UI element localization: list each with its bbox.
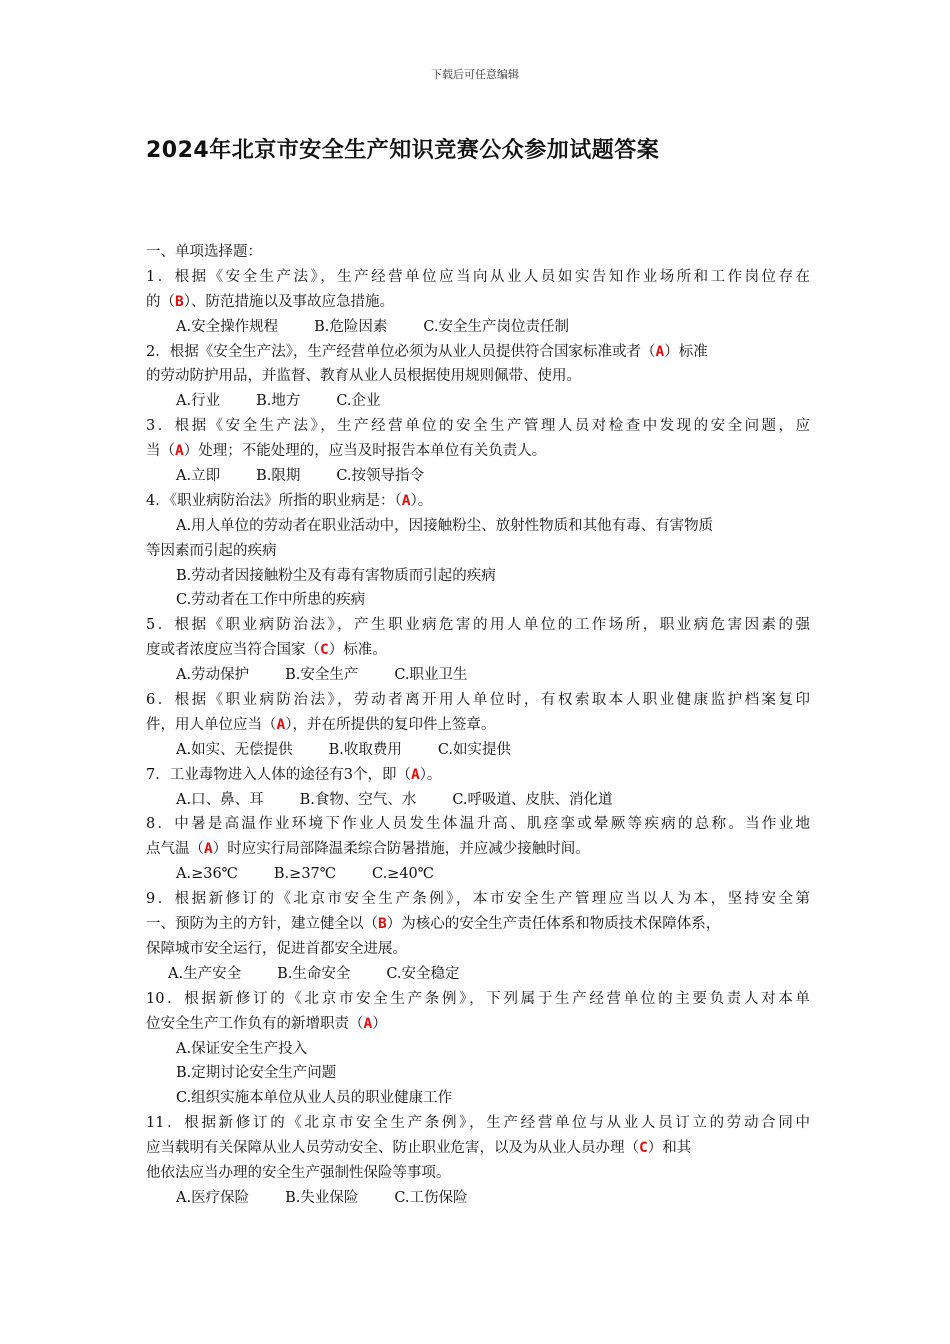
option-a: A.劳动保护 — [176, 667, 250, 684]
q6-text-b: ），并在所提供的复印件上签章。 — [285, 716, 496, 733]
q7-text-b: ）。 — [419, 766, 442, 783]
q3-answer: A — [175, 443, 184, 460]
question-6-text-cont — [146, 713, 810, 738]
option-c: C.如实提供 — [437, 741, 512, 758]
question-3-text-cont — [146, 439, 810, 464]
option-b: B.失业保险 — [285, 1189, 359, 1206]
q2-text-a: 2．根据《安全生产法》，生产经营单位必须为从业人员提供符合国家标准或者（ — [146, 343, 656, 360]
option-b: B.地方 — [256, 393, 301, 410]
option-c: C.按领导指令 — [336, 468, 425, 485]
question-3-text: 3．根据《安全生产法》，生产经营单位的安全生产管理人员对检查中发现的安全问题，应 — [146, 418, 810, 435]
question-5-text-cont — [146, 638, 810, 663]
option-a: A.如实、无偿提供 — [176, 741, 293, 758]
q5-text-b: ）标准。 — [328, 642, 387, 659]
question-9-text-cont-2: 保障城市安全运行，促进首都安全进展。 — [146, 940, 407, 957]
option-a: A.生产安全 — [168, 965, 242, 982]
option-b: B.≥37℃ — [273, 866, 336, 883]
q10-text-b: ） — [372, 1015, 387, 1032]
question-10-option-c: C.组织实施本单位从业人员的职业健康工作 — [176, 1090, 453, 1107]
question-3-options — [146, 464, 810, 489]
question-7-options — [146, 788, 810, 813]
question-1-text: 1．根据《安全生产法》，生产经营单位应当向从业人员如实告知作业场所和工作岗位存在 — [146, 268, 810, 285]
q11-text-b: ）和其 — [647, 1140, 692, 1157]
document-title: 2024年北京市安全生产知识竞赛公众参加试题答案 — [146, 138, 660, 163]
option-a: A.医疗保险 — [176, 1189, 250, 1206]
option-c: C.安全稳定 — [386, 965, 460, 982]
q6-text-a: 件，用人单位应当（ — [146, 716, 277, 733]
question-7-text — [146, 763, 810, 788]
q5-text-a: 度或者浓度应当符合国家（ — [146, 642, 320, 659]
question-10-text-cont — [146, 1012, 810, 1037]
q4-text-a: 4．《职业病防治法》所指的职业病是：（ — [146, 492, 402, 509]
option-c: C.安全生产岗位责任制 — [423, 318, 570, 335]
q8-answer: A — [204, 841, 213, 858]
q4-answer: A — [401, 492, 411, 509]
question-4-option-a-cont: 等因素而引起的疾病 — [146, 542, 277, 559]
question-4-option-b: B.劳动者因接触粉尘及有毒有害物质而引起的疾病 — [176, 567, 496, 584]
question-6-text: 6．根据《职业病防治法》，劳动者离开用人单位时，有权索取本人职业健康监护档案复印 — [146, 692, 810, 709]
q10-text-a: 位安全生产工作负有的新增职责（ — [146, 1015, 364, 1032]
question-2-text-cont: 的劳动防护用品，并监督、教育从业人员根据使用规则佩带、使用。 — [146, 368, 581, 385]
question-9-options — [146, 962, 810, 987]
section-heading: 一、单项选择题： — [146, 244, 262, 260]
option-b: B.安全生产 — [285, 667, 359, 684]
option-b: B.限期 — [256, 468, 301, 485]
q1-answer: B — [175, 293, 184, 310]
question-11-text-cont-2: 他依法应当办理的安全生产强制性保险等事项。 — [146, 1164, 451, 1181]
question-2-text — [146, 340, 810, 365]
question-10-text: 10．根据新修订的《北京市安全生产条例》，下列属于生产经营单位的主要负责人对本单 — [146, 990, 810, 1007]
option-c: C.呼吸道、皮肤、消化道 — [452, 791, 613, 808]
question-6-options — [146, 738, 810, 763]
q2-answer: A — [655, 343, 665, 360]
question-4-text — [146, 489, 810, 514]
question-8-options — [146, 862, 810, 887]
q9-text-b: ）为核心的安全生产责任体系和物质技术保障体系， — [386, 916, 721, 933]
question-5-text: 5．根据《职业病防治法》，产生职业病危害的用人单位的工作场所，职业病危害因素的强 — [146, 617, 810, 634]
question-1-text-cont — [146, 290, 810, 315]
question-10-option-a: A.保证安全生产投入 — [176, 1040, 308, 1057]
question-4-option-c: C.劳动者在工作中所患的疾病 — [176, 592, 366, 609]
q8-text-a: 点气温（ — [146, 841, 204, 858]
q9-answer: B — [378, 916, 387, 933]
option-c: C.职业卫生 — [394, 667, 468, 684]
question-5-options — [146, 663, 810, 688]
q11-answer: C — [639, 1140, 648, 1157]
q10-answer: A — [363, 1015, 373, 1032]
question-8-text: 8．中暑是高温作业环境下作业人员发生体温升高、肌痉挛或晕厥等疾病的总称。当作业地 — [146, 816, 810, 833]
q1-text-b: ）、防范措施以及事故应急措施。 — [183, 293, 394, 310]
q7-answer: A — [410, 766, 420, 783]
q11-text-a: 应当载明有关保障从业人员劳动安全、防止职业危害，以及为从业人员办理（ — [146, 1140, 639, 1157]
option-a: A.安全操作规程 — [176, 318, 279, 335]
q4-text-b: ）。 — [410, 492, 433, 509]
question-8-text-cont — [146, 837, 810, 862]
question-1-options — [146, 315, 810, 340]
option-a: A.口、鼻、耳 — [176, 791, 264, 808]
q3-text-a: 当（ — [146, 443, 175, 460]
option-b: B.收取费用 — [328, 741, 402, 758]
q7-text-a: 7．工业毒物进入人体的途径有3个，即（ — [146, 766, 411, 783]
question-11-text-cont — [146, 1136, 810, 1161]
question-10-option-b: B.定期讨论安全生产问题 — [176, 1065, 337, 1082]
question-list — [146, 240, 810, 1211]
q8-text-b: ）时应实行局部降温柔综合防暑措施，并应减少接触时间。 — [212, 841, 590, 858]
question-4-option-a: A.用人单位的劳动者在职业活动中，因接触粉尘、放射性物质和其他有毒、有害物质 — [176, 517, 714, 534]
option-b: B.食物、空气、水 — [299, 791, 417, 808]
q2-text-b: ）标准 — [664, 343, 708, 360]
q1-text-a: 的（ — [146, 293, 175, 310]
option-a: A.行业 — [176, 393, 221, 410]
option-c: C.工伤保险 — [394, 1189, 468, 1206]
question-11-options — [146, 1186, 810, 1211]
option-c: C.≥40℃ — [372, 866, 435, 883]
question-11-text: 11．根据新修订的《北京市安全生产条例》，生产经营单位与从业人员订立的劳动合同中 — [146, 1115, 810, 1132]
q3-text-b: ）处理；不能处理的，应当及时报告本单位有关负责人。 — [183, 443, 547, 460]
option-b: B.生命安全 — [277, 965, 351, 982]
q9-text-a: 一、预防为主的方针，建立健全以（ — [146, 916, 378, 933]
option-c: C.企业 — [336, 393, 381, 410]
option-a: A.≥36℃ — [176, 866, 238, 883]
option-a: A.立即 — [176, 468, 221, 485]
option-b: B.危险因素 — [314, 318, 388, 335]
question-2-options — [146, 389, 810, 414]
q6-answer: A — [276, 716, 286, 733]
page-header-note: 下载后可任意编辑 — [431, 68, 519, 81]
question-9-text: 9．根据新修订的《北京市安全生产条例》，本市安全生产管理应当以人为本，坚持安全第 — [146, 891, 810, 908]
question-9-text-cont — [146, 912, 810, 937]
q5-answer: C — [320, 642, 329, 659]
